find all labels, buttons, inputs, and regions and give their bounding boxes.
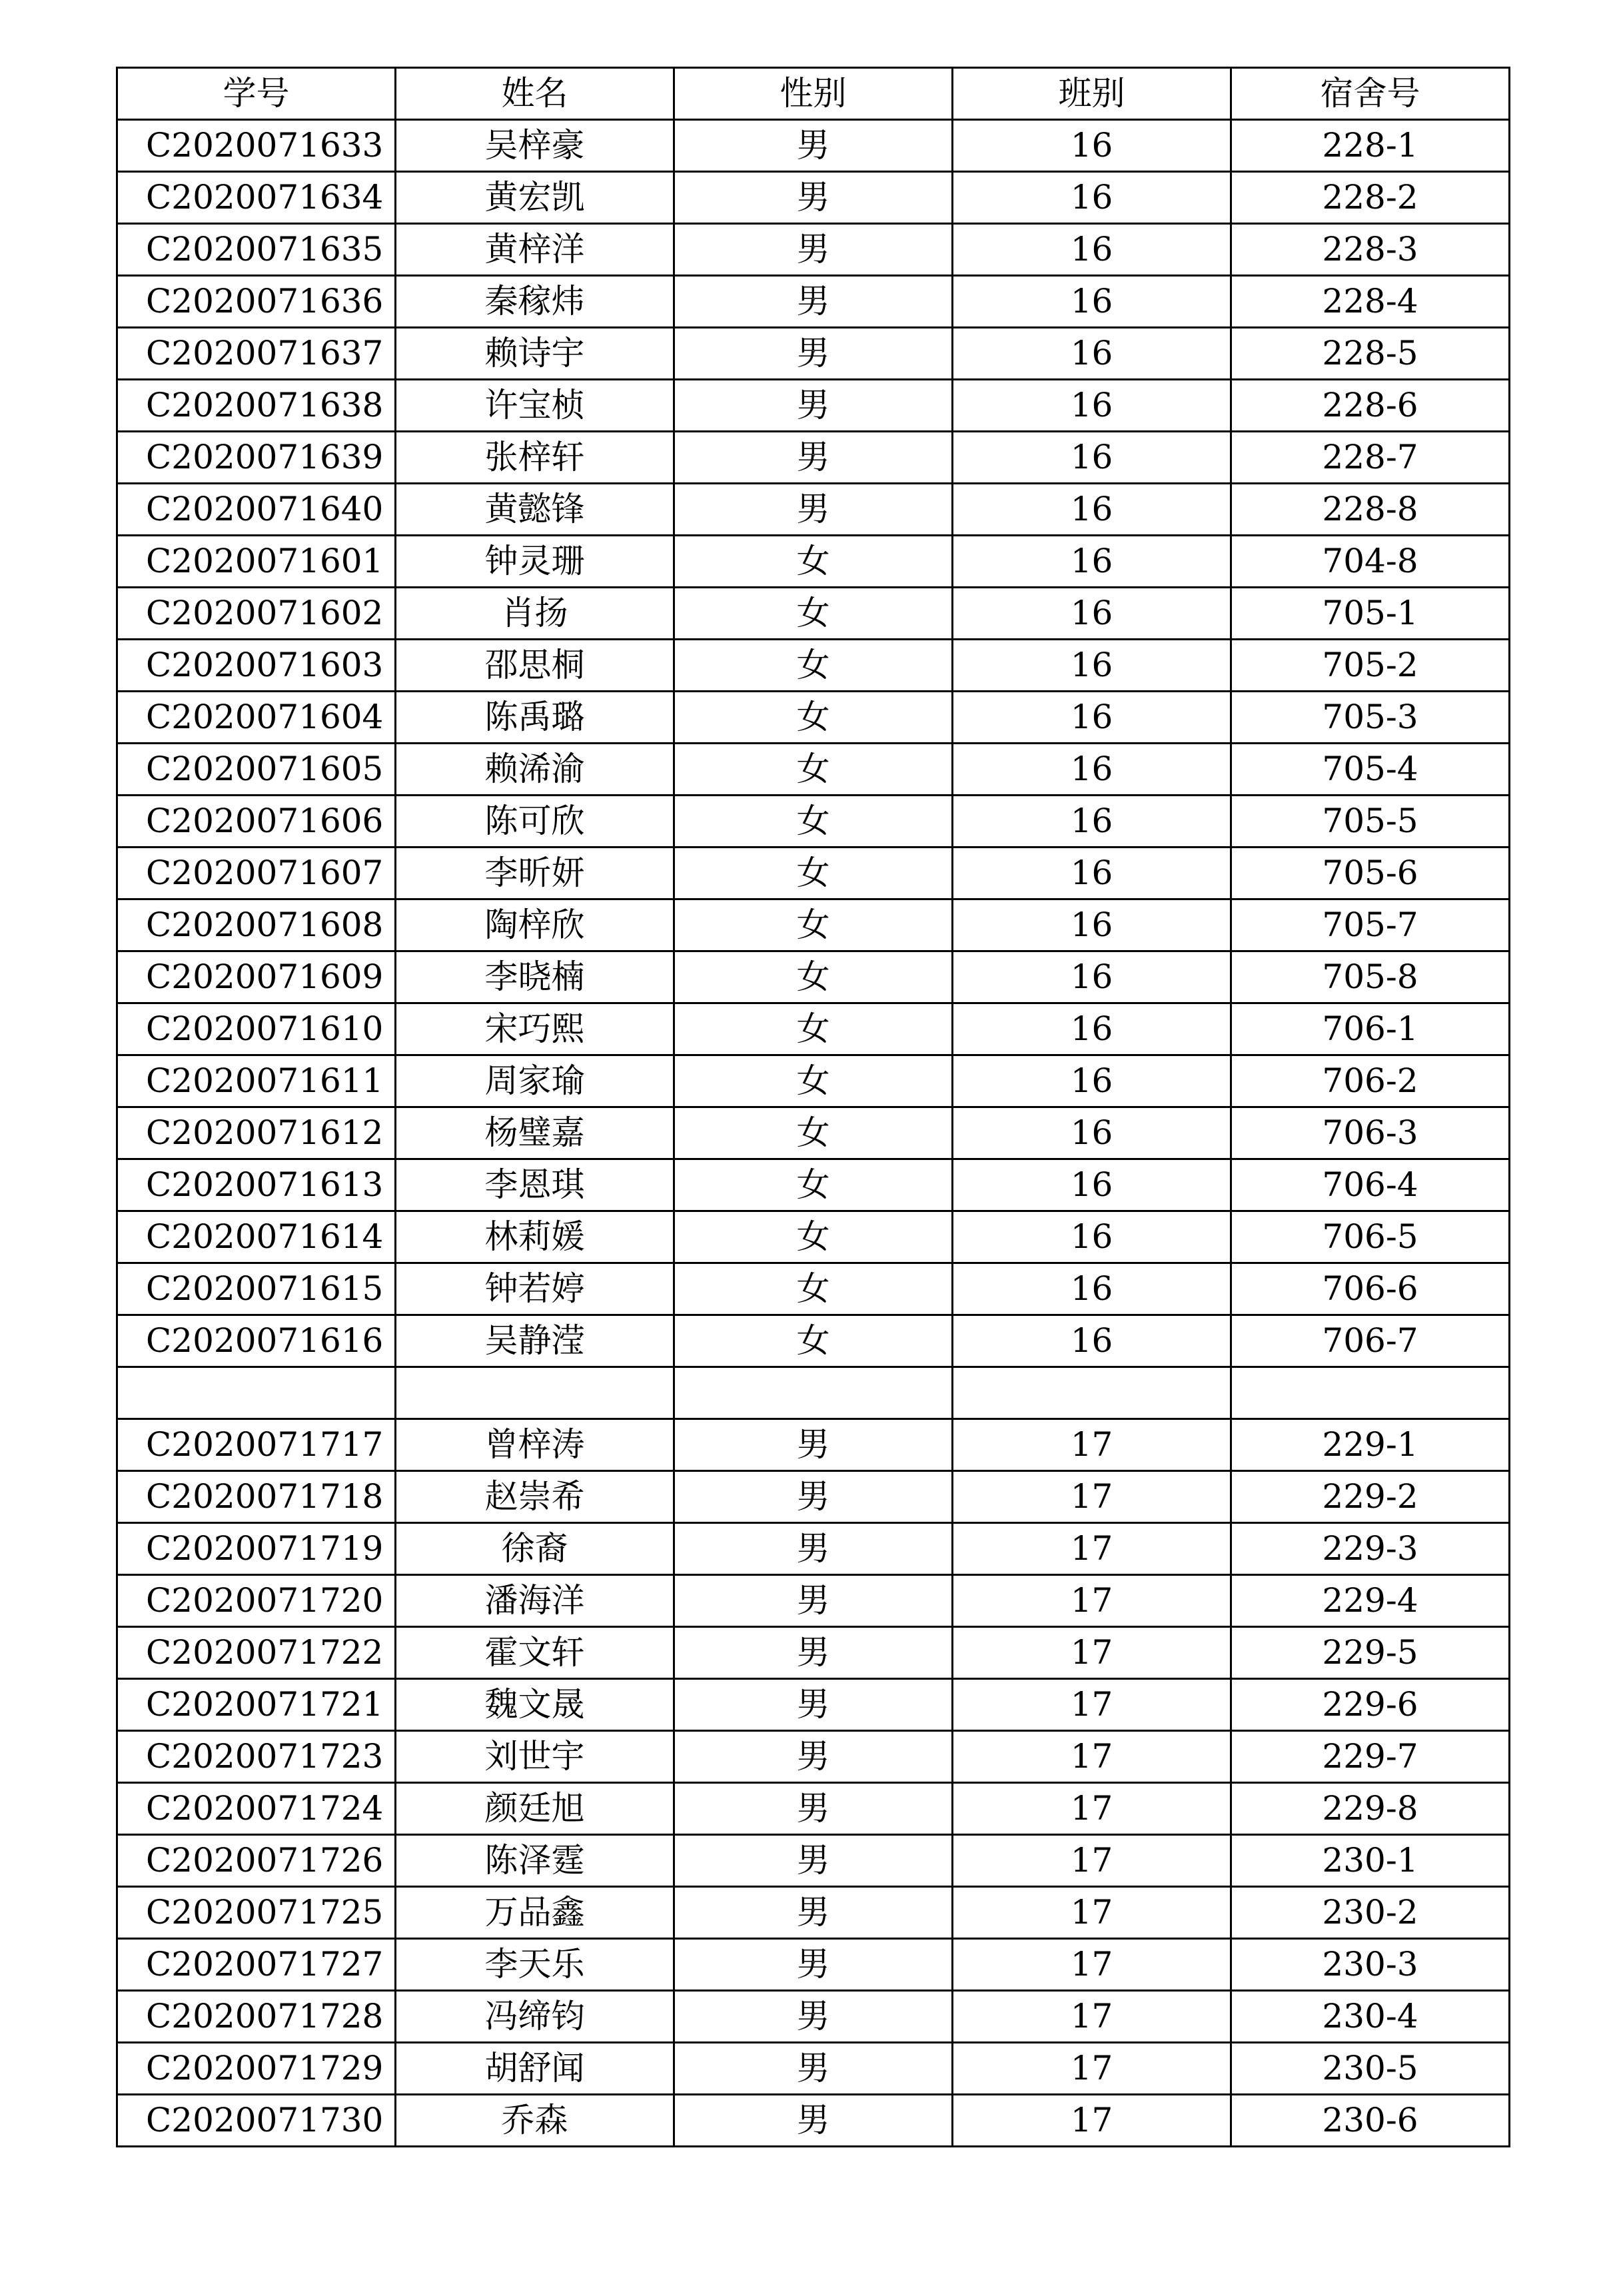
gender-cell: 男	[674, 1679, 953, 1731]
table-row	[117, 796, 1510, 848]
table-row	[117, 1471, 1510, 1523]
class-cell: 16	[953, 172, 1231, 224]
table-row	[117, 172, 1510, 224]
table-row	[117, 1263, 1510, 1315]
student-id-cell: C2020071727	[117, 1939, 396, 1991]
class-cell: 17	[953, 1471, 1231, 1523]
class-cell: 17	[953, 2095, 1231, 2147]
student-id-cell: C2020071730	[117, 2095, 396, 2147]
class-cell: 16	[953, 640, 1231, 692]
student-id-cell: C2020071720	[117, 1575, 396, 1627]
table-row	[117, 1731, 1510, 1783]
table-row	[117, 899, 1510, 951]
gender-cell: 女	[674, 848, 953, 899]
name-cell: 李天乐	[396, 1939, 674, 1991]
name-cell: 李恩琪	[396, 1159, 674, 1211]
name-cell: 张梓轩	[396, 432, 674, 484]
table-row	[117, 276, 1510, 328]
table-row	[117, 484, 1510, 536]
student-id-cell: C2020071614	[117, 1211, 396, 1263]
class-cell: 16	[953, 276, 1231, 328]
dorm-number-cell: 228-3	[1231, 224, 1510, 276]
table-row	[117, 1419, 1510, 1471]
table-row	[117, 1315, 1510, 1367]
dorm-number-cell: 230-6	[1231, 2095, 1510, 2147]
dorm-number-cell: 228-5	[1231, 328, 1510, 380]
name-cell: 肖扬	[396, 588, 674, 640]
name-cell: 陈可欣	[396, 796, 674, 848]
dorm-number-cell	[1231, 1367, 1510, 1419]
dorm-number-cell: 706-4	[1231, 1159, 1510, 1211]
header-class: 班别	[953, 68, 1231, 120]
table-row	[117, 1627, 1510, 1679]
name-cell: 杨璧嘉	[396, 1107, 674, 1159]
student-id-cell: C2020071719	[117, 1523, 396, 1575]
student-id-cell: C2020071616	[117, 1315, 396, 1367]
dorm-number-cell: 706-2	[1231, 1055, 1510, 1107]
dorm-number-cell: 230-5	[1231, 2043, 1510, 2095]
class-cell: 17	[953, 1679, 1231, 1731]
dorm-number-cell: 229-6	[1231, 1679, 1510, 1731]
table-row	[117, 1887, 1510, 1939]
student-id-cell: C2020071604	[117, 692, 396, 744]
dorm-number-cell: 705-2	[1231, 640, 1510, 692]
student-id-cell: C2020071606	[117, 796, 396, 848]
name-cell: 冯缔钧	[396, 1991, 674, 2043]
table-row	[117, 1783, 1510, 1835]
class-cell: 16	[953, 536, 1231, 588]
gender-cell: 男	[674, 1991, 953, 2043]
gender-cell: 女	[674, 1263, 953, 1315]
name-cell: 邵思桐	[396, 640, 674, 692]
gender-cell: 女	[674, 1107, 953, 1159]
gender-cell: 女	[674, 1315, 953, 1367]
gender-cell: 女	[674, 536, 953, 588]
class-cell: 16	[953, 796, 1231, 848]
class-cell: 17	[953, 1627, 1231, 1679]
dorm-number-cell: 706-1	[1231, 1003, 1510, 1055]
student-id-cell: C2020071726	[117, 1835, 396, 1887]
name-cell: 胡舒闻	[396, 2043, 674, 2095]
table-row	[117, 1055, 1510, 1107]
dorm-number-cell: 229-1	[1231, 1419, 1510, 1471]
class-cell: 17	[953, 1835, 1231, 1887]
gender-cell	[674, 1367, 953, 1419]
name-cell: 陶梓欣	[396, 899, 674, 951]
student-id-cell: C2020071723	[117, 1731, 396, 1783]
class-cell: 17	[953, 1419, 1231, 1471]
gender-cell: 男	[674, 1835, 953, 1887]
name-cell: 陈泽霆	[396, 1835, 674, 1887]
dorm-number-cell: 230-4	[1231, 1991, 1510, 2043]
dorm-number-cell: 705-8	[1231, 951, 1510, 1003]
header-student-id: 学号	[117, 68, 396, 120]
header-dorm-number: 宿舍号	[1231, 68, 1510, 120]
student-id-cell: C2020071634	[117, 172, 396, 224]
class-cell: 16	[953, 1159, 1231, 1211]
name-cell: 黄懿锋	[396, 484, 674, 536]
gender-cell: 男	[674, 380, 953, 432]
name-cell: 赵崇希	[396, 1471, 674, 1523]
dorm-number-cell: 229-2	[1231, 1471, 1510, 1523]
table-row	[117, 536, 1510, 588]
name-cell: 宋巧熙	[396, 1003, 674, 1055]
gender-cell: 男	[674, 1523, 953, 1575]
gender-cell: 女	[674, 1003, 953, 1055]
dorm-number-cell: 230-2	[1231, 1887, 1510, 1939]
dorm-number-cell: 228-6	[1231, 380, 1510, 432]
dorm-number-cell: 705-1	[1231, 588, 1510, 640]
student-id-cell: C2020071607	[117, 848, 396, 899]
name-cell: 颜廷旭	[396, 1783, 674, 1835]
gender-cell: 女	[674, 744, 953, 796]
dorm-number-cell: 705-6	[1231, 848, 1510, 899]
gender-cell: 男	[674, 432, 953, 484]
class-cell: 16	[953, 380, 1231, 432]
class-cell: 17	[953, 1783, 1231, 1835]
class-cell: 17	[953, 1523, 1231, 1575]
gender-cell: 男	[674, 224, 953, 276]
table-row	[117, 1679, 1510, 1731]
gender-cell: 男	[674, 1939, 953, 1991]
class-cell: 17	[953, 1575, 1231, 1627]
dorm-number-cell: 228-1	[1231, 120, 1510, 172]
class-cell: 16	[953, 899, 1231, 951]
gender-cell: 男	[674, 328, 953, 380]
class-cell: 16	[953, 1211, 1231, 1263]
dorm-number-cell: 229-3	[1231, 1523, 1510, 1575]
class-cell: 16	[953, 1107, 1231, 1159]
gender-cell: 女	[674, 899, 953, 951]
dormitory-roster-table	[116, 67, 1510, 2147]
name-cell: 黄宏凯	[396, 172, 674, 224]
dorm-number-cell: 228-4	[1231, 276, 1510, 328]
class-cell: 16	[953, 744, 1231, 796]
gender-cell: 男	[674, 276, 953, 328]
gender-cell: 女	[674, 588, 953, 640]
table-row	[117, 1939, 1510, 1991]
class-cell: 16	[953, 1263, 1231, 1315]
gender-cell: 男	[674, 2095, 953, 2147]
student-id-cell: C2020071613	[117, 1159, 396, 1211]
dorm-number-cell: 229-8	[1231, 1783, 1510, 1835]
dorm-number-cell: 706-7	[1231, 1315, 1510, 1367]
student-id-cell: C2020071724	[117, 1783, 396, 1835]
table-row	[117, 380, 1510, 432]
student-id-cell: C2020071633	[117, 120, 396, 172]
name-cell: 徐裔	[396, 1523, 674, 1575]
dorm-number-cell: 706-3	[1231, 1107, 1510, 1159]
name-cell: 钟若婷	[396, 1263, 674, 1315]
gender-cell: 男	[674, 172, 953, 224]
table-row	[117, 1159, 1510, 1211]
dorm-number-cell: 705-4	[1231, 744, 1510, 796]
name-cell: 赖浠渝	[396, 744, 674, 796]
dorm-number-cell: 228-7	[1231, 432, 1510, 484]
student-id-cell: C2020071611	[117, 1055, 396, 1107]
name-cell: 霍文轩	[396, 1627, 674, 1679]
table-row	[117, 1367, 1510, 1419]
name-cell: 陈禹璐	[396, 692, 674, 744]
class-cell: 16	[953, 588, 1231, 640]
name-cell: 吴梓豪	[396, 120, 674, 172]
dorm-number-cell: 706-6	[1231, 1263, 1510, 1315]
class-cell: 16	[953, 224, 1231, 276]
student-id-cell: C2020071603	[117, 640, 396, 692]
table-row	[117, 692, 1510, 744]
name-cell: 钟灵珊	[396, 536, 674, 588]
name-cell: 赖诗宇	[396, 328, 674, 380]
table-row	[117, 1107, 1510, 1159]
student-id-cell: C2020071718	[117, 1471, 396, 1523]
header-name: 姓名	[396, 68, 674, 120]
student-id-cell: C2020071638	[117, 380, 396, 432]
dorm-number-cell: 229-5	[1231, 1627, 1510, 1679]
student-id-cell: C2020071610	[117, 1003, 396, 1055]
student-id-cell: C2020071637	[117, 328, 396, 380]
gender-cell: 女	[674, 1211, 953, 1263]
table-row	[117, 1991, 1510, 2043]
name-cell: 万品鑫	[396, 1887, 674, 1939]
student-id-cell: C2020071722	[117, 1627, 396, 1679]
table-row	[117, 2095, 1510, 2147]
student-id-cell: C2020071639	[117, 432, 396, 484]
class-cell	[953, 1367, 1231, 1419]
table-row	[117, 2043, 1510, 2095]
class-cell: 16	[953, 951, 1231, 1003]
class-cell: 17	[953, 1731, 1231, 1783]
dorm-number-cell: 705-7	[1231, 899, 1510, 951]
student-id-cell: C2020071729	[117, 2043, 396, 2095]
class-cell: 16	[953, 848, 1231, 899]
name-cell: 潘海洋	[396, 1575, 674, 1627]
student-id-cell: C2020071612	[117, 1107, 396, 1159]
name-cell: 黄梓洋	[396, 224, 674, 276]
dorm-number-cell: 706-5	[1231, 1211, 1510, 1263]
gender-cell: 男	[674, 1471, 953, 1523]
gender-cell: 女	[674, 796, 953, 848]
table-row	[117, 1211, 1510, 1263]
gender-cell: 女	[674, 640, 953, 692]
class-cell: 16	[953, 432, 1231, 484]
class-cell: 16	[953, 1003, 1231, 1055]
class-cell: 17	[953, 1887, 1231, 1939]
name-cell: 吴静滢	[396, 1315, 674, 1367]
table-row	[117, 224, 1510, 276]
gender-cell: 男	[674, 1783, 953, 1835]
name-cell: 李昕妍	[396, 848, 674, 899]
gender-cell: 女	[674, 692, 953, 744]
gender-cell: 女	[674, 1055, 953, 1107]
student-id-cell: C2020071635	[117, 224, 396, 276]
name-cell: 许宝桢	[396, 380, 674, 432]
student-id-cell: C2020071602	[117, 588, 396, 640]
table-row	[117, 328, 1510, 380]
header-gender: 性别	[674, 68, 953, 120]
name-cell: 李晓楠	[396, 951, 674, 1003]
student-id-cell: C2020071721	[117, 1679, 396, 1731]
class-cell: 16	[953, 1315, 1231, 1367]
gender-cell: 男	[674, 1887, 953, 1939]
table-body	[117, 120, 1510, 2147]
dorm-number-cell: 229-4	[1231, 1575, 1510, 1627]
student-id-cell: C2020071608	[117, 899, 396, 951]
gender-cell: 女	[674, 951, 953, 1003]
student-id-cell: C2020071601	[117, 536, 396, 588]
student-id-cell: C2020071725	[117, 1887, 396, 1939]
gender-cell: 女	[674, 1159, 953, 1211]
class-cell: 17	[953, 1991, 1231, 2043]
table-row	[117, 1523, 1510, 1575]
student-id-cell: C2020071717	[117, 1419, 396, 1471]
dorm-number-cell: 705-5	[1231, 796, 1510, 848]
name-cell: 秦稼炜	[396, 276, 674, 328]
gender-cell: 男	[674, 484, 953, 536]
gender-cell: 男	[674, 1731, 953, 1783]
student-id-cell: C2020071615	[117, 1263, 396, 1315]
dorm-number-cell: 230-3	[1231, 1939, 1510, 1991]
name-cell	[396, 1367, 674, 1419]
student-id-cell: C2020071609	[117, 951, 396, 1003]
gender-cell: 男	[674, 1575, 953, 1627]
table-row	[117, 588, 1510, 640]
table-row	[117, 744, 1510, 796]
class-cell: 17	[953, 1939, 1231, 1991]
table-row	[117, 951, 1510, 1003]
student-id-cell: C2020071640	[117, 484, 396, 536]
header-row	[117, 68, 1510, 120]
name-cell: 周家瑜	[396, 1055, 674, 1107]
student-id-cell: C2020071605	[117, 744, 396, 796]
table-row	[117, 640, 1510, 692]
class-cell: 16	[953, 692, 1231, 744]
gender-cell: 男	[674, 1419, 953, 1471]
class-cell: 16	[953, 328, 1231, 380]
table-row	[117, 1835, 1510, 1887]
dorm-number-cell: 230-1	[1231, 1835, 1510, 1887]
gender-cell: 男	[674, 2043, 953, 2095]
class-cell: 17	[953, 2043, 1231, 2095]
student-id-cell: C2020071636	[117, 276, 396, 328]
table-row	[117, 432, 1510, 484]
name-cell: 林莉媛	[396, 1211, 674, 1263]
dorm-number-cell: 228-2	[1231, 172, 1510, 224]
dorm-number-cell: 229-7	[1231, 1731, 1510, 1783]
class-cell: 16	[953, 484, 1231, 536]
dorm-number-cell: 704-8	[1231, 536, 1510, 588]
student-id-cell: C2020071728	[117, 1991, 396, 2043]
gender-cell: 男	[674, 120, 953, 172]
class-cell: 16	[953, 120, 1231, 172]
table-header	[117, 68, 1510, 120]
table-row	[117, 120, 1510, 172]
name-cell: 曾梓涛	[396, 1419, 674, 1471]
gender-cell: 男	[674, 1627, 953, 1679]
table-row	[117, 1003, 1510, 1055]
table-row	[117, 1575, 1510, 1627]
dorm-number-cell: 228-8	[1231, 484, 1510, 536]
student-id-cell	[117, 1367, 396, 1419]
table-row	[117, 848, 1510, 899]
class-cell: 16	[953, 1055, 1231, 1107]
dorm-number-cell: 705-3	[1231, 692, 1510, 744]
name-cell: 乔森	[396, 2095, 674, 2147]
name-cell: 刘世宇	[396, 1731, 674, 1783]
name-cell: 魏文晟	[396, 1679, 674, 1731]
